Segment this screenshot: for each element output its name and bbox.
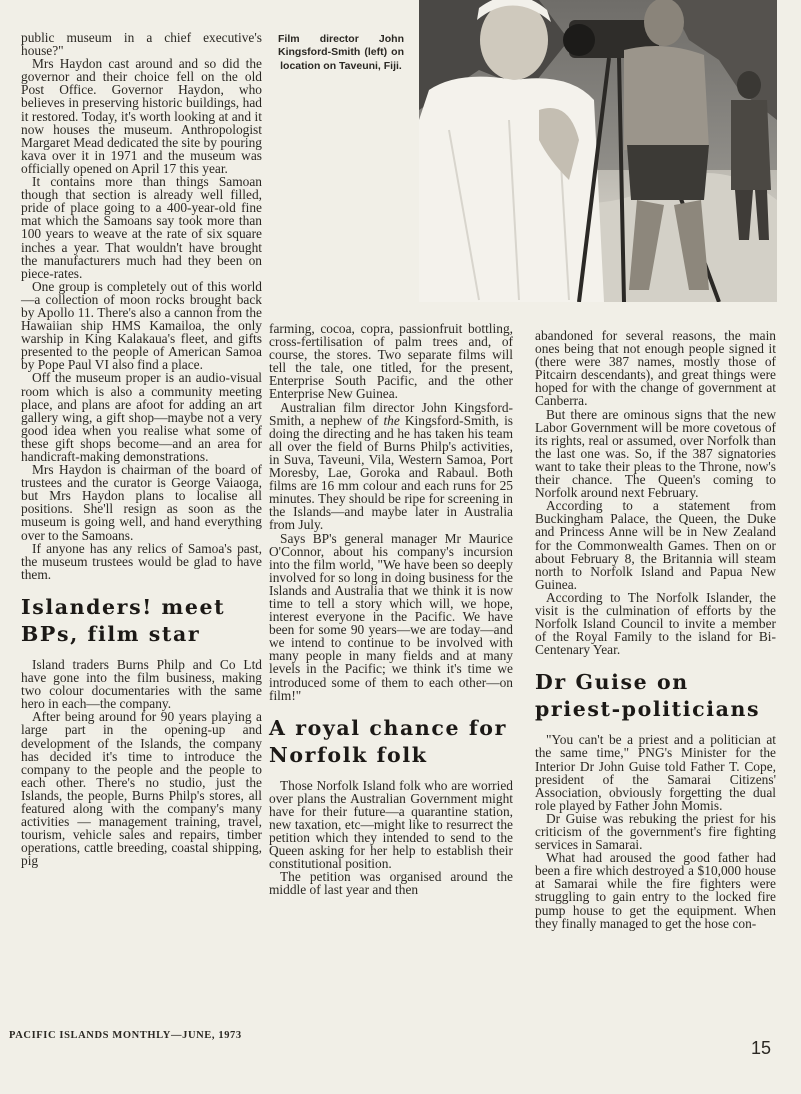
article-headline-norfolk: A royal chance for Norfolk folk — [269, 715, 507, 767]
photo-caption: Film director John Kingsford-Smith (left) on location on Taveuni, Fiji. — [278, 33, 404, 72]
paragraph: Those Norfolk Island folk who are worried over plans the Australian Government might have for their future—a quarantine station, new taxation, etc—might like to resurrect the petition which they intended to send to the Queen asking for her help to establish their constitutional position. — [269, 777, 513, 872]
column-1 — [21, 31, 262, 867]
column-2 — [269, 322, 513, 897]
paragraph: Island traders Burns Philp and Co Ltd have gone into the film business, making two colour documentaries with the same hero in each—the company. — [21, 656, 262, 712]
paragraph: According to a statement from Buckingham Palace, the Queen, the Duke and Princess Anne will be in New Zealand for the Commonwealth Games. Then on or about February 8, the Britannia will steam north to Norfolk Island and Papua New Guinea. — [535, 498, 776, 592]
paragraph: The petition was organised around the middle of last year and then — [269, 869, 513, 898]
paragraph: farming, cocoa, copra, passionfruit bottling, cross-fertilisation of palm trees and, of course, the stores. Two separate films will tell the tale, one titled, for the present, Enterprise South Pacific, and the other Enterprise New Guinea. — [269, 321, 513, 402]
paragraph — [269, 401, 513, 532]
page-footer: PACIFIC ISLANDS MONTHLY—JUNE, 1973 — [9, 1030, 242, 1041]
photo-illustration — [419, 0, 777, 302]
paragraph: Off the museum proper is an audio-visual room which is also a community meeting place, and plans are afoot for adding an art gallery wing, a gift shop—maybe not a very good idea when you realise what some of these gift shops become—and an area for handicraft-making demonstrations. — [21, 370, 262, 464]
paragraph-lead: Australian film director John Kingsford-Smith, a nephew of — [269, 399, 513, 428]
paragraph: If anyone has any relics of Samoa's past, the museum trustees would be glad to have them. — [21, 540, 262, 582]
paragraph-rest: Kingsford-Smith, is doing the directing and he has taken his team all over the field of Burns Philp's activities, in Suva, Taveuni, Vila, Western Samoa, Port Moresby, Lae, Goroka and Rabaul. Both films are 16 mm colour and each runs for 25 minutes. They should be ripe for screening in the Islands—and maybe later in Australia from July. — [269, 412, 514, 533]
paragraph: "You can't be a priest and a politician at the same time," PNG's Minister for the Interior Dr John Guise told Father T. Cope, president of the Samarai Citizens' Association, obviously forgetting the dual role played by Father John Momis. — [535, 732, 776, 813]
paragraph: It contains more than things Samoan though that section is already well filled, pride of place going to a 400-year-old fine mat which the Samoans say took more than 100 years to weave at the rate of six square inches a year. That wouldn't have brought the manufacturers much had they been on piece-rates. — [21, 174, 262, 281]
column-3 — [535, 329, 776, 930]
paragraph: Says BP's general manager Mr Maurice O'Connor, about his company's incursion into the film world, "We have been so deeply involved for so long in doing business for the Islands and Australia that we think it is now time to tell a story which will, we hope, interest everyone in the Pacific. We have been for some 90 years—we are today—and we intend to continue to be involved with many people in many fields and at many levels in the Pacific; we think it's time we introduced some of them to each other—on film!" — [269, 530, 513, 703]
paragraph: One group is completely out of this world—a collection of moon rocks brought back by Apollo 11. There's also a cannon from the Hawaiian ship HMS Kamailoa, the only warship in King Kalakaua's fleet, and gifts presented to the people of American Samoa by Pope Paul VI also find a place. — [21, 278, 262, 373]
paragraph: public museum in a chief executive's house?" — [21, 30, 262, 59]
article-headline-bps-film: Islanders! meet BPs, film star — [21, 594, 226, 646]
paragraph: abandoned for several reasons, the main ones being that not enough people signed it (there were 387 names, mostly those of Pitcairn descendants), and great things were hoped for with the change of government at Canberra. — [535, 328, 776, 409]
article-headline-guise: Dr Guise on priest-politicians — [535, 670, 761, 722]
paragraph: After being around for 90 years playing a large part in the opening-up and development of the Islands, the company has decided it's time to introduce the company to the people and the people to each other. There's no studio, just the Islands, the people, Burns Philp's stores, all featured along with the company's many activities — management training, travel, tourism, vehicle sales and repairs, timber operations, cattle breeding, coastal shipping, pig — [21, 709, 262, 869]
paragraph: What had aroused the good father had been a fire which destroyed a $10,000 house at Samarai while the fire fighters were struggling to gain entry to the locked fire pump house to get the equipment. When they finally managed to get the hose con- — [535, 850, 776, 931]
film-director-photo — [419, 0, 777, 302]
paragraph: But there are ominous signs that the new Labor Government will be more covetous of its rights, real or assumed, over Norfolk than the last one was. So, if the 387 signatories want to take their pleas to the Throne, now's their chance. The Queen's coming to Norfolk around next February. — [535, 406, 776, 501]
page-number: 15 — [751, 1038, 772, 1058]
italic-word: the — [383, 412, 400, 428]
paragraph: Mrs Haydon cast around and so did the governor and their choice fell on the old Post Office. Governor Haydon, who believes in preserving historic buildings, had it restored. Today, it's worth looking at and it now houses the museum. Anthropologist Margaret Mead dedicated the site by pouring kava over it in 1971 and the museum was officially opened on April 17 this year. — [21, 56, 262, 176]
paragraph: Dr Guise was rebuking the priest for his criticism of the government's fire fighting services in Samarai. — [535, 810, 776, 853]
paragraph: Mrs Haydon is chairman of the board of trustees and the curator is George Vaiaoga, but Mrs Haydon plans to localise all positions. She'll resign as soon as the museum is going well, and hand everything over to the Samoans. — [21, 462, 262, 543]
paragraph: According to The Norfolk Islander, the visit is the culmination of efforts by the Norfolk Island Council to invite a member of the Royal Family to the island for Bi-Centenary Year. — [535, 589, 776, 658]
